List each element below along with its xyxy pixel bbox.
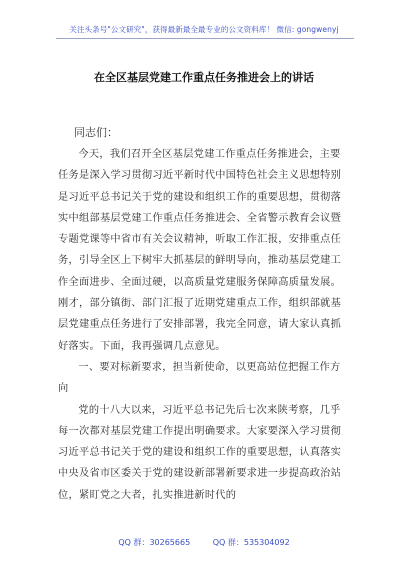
paragraph-intro: 今天，我们召开全区基层党建工作重点任务推进会，主要任务是深入学习贯彻习近平新时代中国特色社会主义思想特别是习近平总书记关于党的建设和组织工作的重要思想，贯彻落实中组部基层党建工作重点任务推进会、全省警示教育会议暨专题党课等中省市有关会议精神，听取工作汇报，安排重点任务，引导全区上下树牢大抓基层的鲜明导向，推动基层党建工作全面进步、全面过硬，以高质量党建服务保障高质量发展。刚才，部分镇街、部门汇报了近期党建重点工作，组织部就基层党建重点任务进行了安排部署，我完全同意，请大家认真抓好落实。下面，我再强调几点意见。 [58, 149, 342, 352]
header-promo-note: 关注头条号"公文研究"，获得最新最全最专业的公文资料库！ 微信: gongwenyj [69, 25, 339, 34]
paragraph-section-1: 党的十八大以来，习近平总书记先后七次来陕考察，几乎每一次都对基层党建工作提出明确要求。大家要深入学习贯彻习近平总书记关于党的建设和组织工作的重要思想，认真落实中央及省市区委关于党的建设新部署新要求进一步提高政治站位，紧盯党之大者，扎实推进新时代的 [58, 404, 342, 501]
qq-group-1: QQ 群：30265665 [118, 538, 191, 547]
section-heading-1: 一、要对标新要求，担当新使命，以更高站位把握工作方向 [58, 361, 341, 395]
salutation: 同志们： [74, 126, 118, 139]
footer-qq-groups [0, 537, 408, 548]
document-title: 在全区基层党建工作重点任务推进会上的讲话 [94, 71, 314, 84]
header-divider [56, 38, 354, 39]
qq-group-2: QQ 群：535304092 [212, 538, 290, 547]
document-body [58, 144, 348, 506]
